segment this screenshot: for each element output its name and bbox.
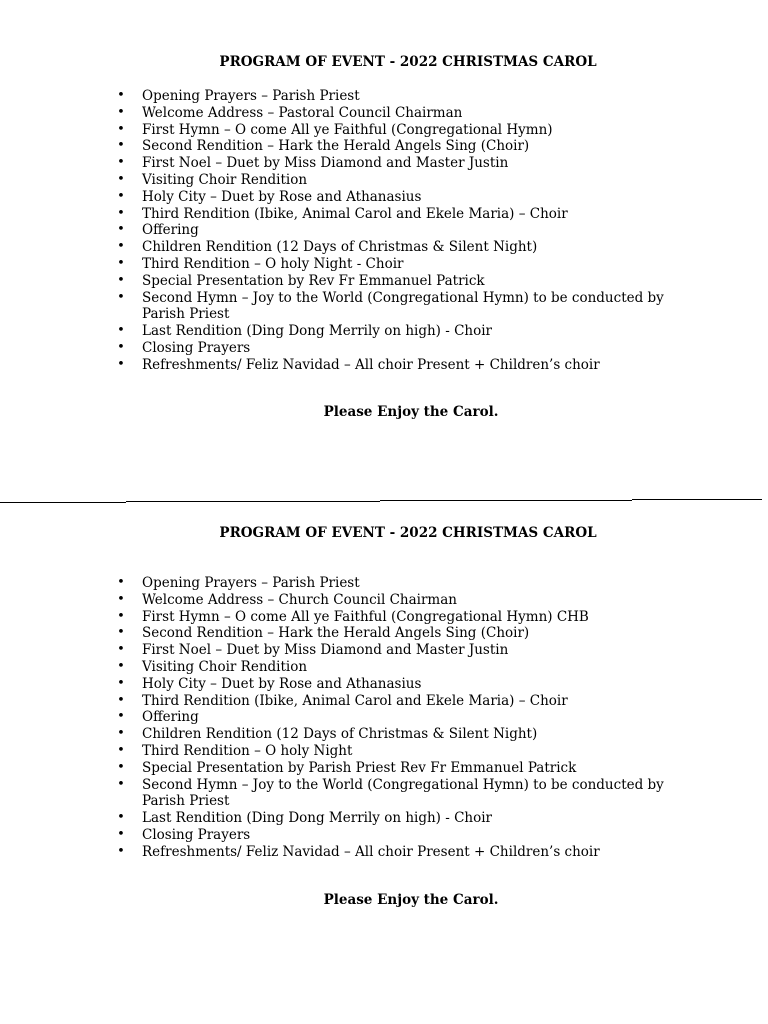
program-item-text: Closing Prayers <box>142 826 251 843</box>
bullet-icon: • <box>117 726 125 742</box>
program-item-text: Special Presentation by Rev Fr Emmanuel Patrick <box>142 272 485 289</box>
program-item-text: Visiting Choir Rendition <box>142 658 308 675</box>
page-divider-segment <box>126 501 380 502</box>
bullet-icon: • <box>117 675 125 691</box>
program-list-2 <box>116 575 676 861</box>
program-title-2-text: PROGRAM OF EVENT - 2022 CHRISTMAS CAROL <box>219 525 597 541</box>
bullet-icon: • <box>117 138 125 154</box>
program-item-text: Second Rendition – Hark the Herald Angels Sing (Choir) <box>142 138 530 155</box>
bullet-icon: • <box>117 188 125 204</box>
program-title-1 <box>0 54 768 70</box>
bullet-icon: • <box>117 104 125 120</box>
program-item <box>116 827 676 844</box>
bullet-icon: • <box>117 709 125 725</box>
program-item <box>116 189 676 206</box>
bullet-icon: • <box>117 625 125 641</box>
program-list-1 <box>116 88 676 374</box>
program-title-1-text: PROGRAM OF EVENT - 2022 CHRISTMAS CAROL <box>219 54 597 70</box>
bullet-icon: • <box>117 222 125 238</box>
program-item <box>116 323 676 340</box>
program-item-text: First Noel – Duet by Miss Diamond and Master Justin <box>142 642 509 659</box>
program-item-text: Third Rendition (Ibike, Animal Carol and Ekele Maria) – Choir <box>142 205 568 222</box>
program-item-text: Refreshments/ Feliz Navidad – All choir Present + Children’s choir <box>142 356 600 373</box>
program-item <box>116 357 676 374</box>
page-divider-segment <box>632 499 762 500</box>
program-item-text: Offering <box>142 222 199 239</box>
program-item-text: Last Rendition (Ding Dong Merrily on high) - Choir <box>142 323 493 340</box>
program-title-2 <box>0 525 768 541</box>
program-item <box>116 760 676 777</box>
program-item <box>116 138 676 155</box>
program-item-text: Last Rendition (Ding Dong Merrily on high) - Choir <box>142 810 493 827</box>
bullet-icon: • <box>117 356 125 372</box>
program-item <box>116 625 676 642</box>
program-item-text: Welcome Address – Church Council Chairman <box>142 591 457 608</box>
program-item-text: Refreshments/ Feliz Navidad – All choir Present + Children’s choir <box>142 843 600 860</box>
bullet-icon: • <box>117 272 125 288</box>
program-item <box>116 693 676 710</box>
bullet-icon: • <box>117 323 125 339</box>
program-item <box>116 659 676 676</box>
program-item <box>116 88 676 105</box>
program-item-text: Closing Prayers <box>142 339 251 356</box>
program-item <box>116 172 676 189</box>
program-section-2 <box>0 525 768 908</box>
program-item <box>116 155 676 172</box>
bullet-icon: • <box>117 742 125 758</box>
program-item-text: Third Rendition – O holy Night - Choir <box>142 255 404 272</box>
program-item-text: Welcome Address – Pastoral Council Chairman <box>142 104 463 121</box>
program-item <box>116 222 676 239</box>
closing-note-2: Please Enjoy the Carol. <box>323 891 499 908</box>
program-item <box>116 709 676 726</box>
bullet-icon: • <box>117 121 125 137</box>
program-item-text: Visiting Choir Rendition <box>142 171 308 188</box>
bullet-icon: • <box>117 826 125 842</box>
bullet-icon: • <box>117 339 125 355</box>
program-item <box>116 122 676 139</box>
program-item-text: Third Rendition – O holy Night <box>142 742 353 759</box>
bullet-icon: • <box>117 171 125 187</box>
program-item <box>116 206 676 223</box>
bullet-icon: • <box>117 843 125 859</box>
program-item <box>116 726 676 743</box>
program-item <box>116 239 676 256</box>
program-item-text: Second Rendition – Hark the Herald Angels Sing (Choir) <box>142 625 530 642</box>
program-item <box>116 676 676 693</box>
program-item <box>116 273 676 290</box>
program-item-text: Opening Prayers – Parish Priest <box>142 88 360 104</box>
closing-note-1: Please Enjoy the Carol. <box>323 403 499 420</box>
bullet-icon: • <box>117 759 125 775</box>
program-item <box>116 592 676 609</box>
program-item-text: First Noel – Duet by Miss Diamond and Master Justin <box>142 155 509 172</box>
page-divider-segment <box>380 500 632 501</box>
program-item-text: Holy City – Duet by Rose and Athanasius <box>142 188 422 205</box>
bullet-icon: • <box>117 289 125 305</box>
program-item <box>116 340 676 357</box>
program-item <box>116 575 676 592</box>
program-item-text: Second Hymn – Joy to the World (Congregational Hymn) to be conducted by Parish Priest <box>142 289 664 323</box>
bullet-icon: • <box>117 608 125 624</box>
bullet-icon: • <box>117 692 125 708</box>
program-item-text: Special Presentation by Parish Priest Rev Fr Emmanuel Patrick <box>142 759 577 776</box>
bullet-icon: • <box>117 88 125 103</box>
bullet-icon: • <box>117 155 125 171</box>
program-item <box>116 810 676 827</box>
bullet-icon: • <box>117 810 125 826</box>
bullet-icon: • <box>117 239 125 255</box>
program-item-text: Children Rendition (12 Days of Christmas & Silent Night) <box>142 239 538 256</box>
bullet-icon: • <box>117 575 125 590</box>
bullet-icon: • <box>117 776 125 792</box>
program-item <box>116 105 676 122</box>
bullet-icon: • <box>117 642 125 658</box>
program-item-text: Offering <box>142 709 199 726</box>
program-item-text: Opening Prayers – Parish Priest <box>142 575 360 591</box>
program-section-1 <box>0 54 768 420</box>
bullet-icon: • <box>117 591 125 607</box>
program-item <box>116 777 676 811</box>
program-item-text: Third Rendition (Ibike, Animal Carol and Ekele Maria) – Choir <box>142 692 568 709</box>
bullet-icon: • <box>117 205 125 221</box>
program-item-text: Holy City – Duet by Rose and Athanasius <box>142 675 422 692</box>
program-item-text: Second Hymn – Joy to the World (Congregational Hymn) to be conducted by Parish Priest <box>142 776 664 810</box>
page-divider-segment <box>0 502 126 503</box>
program-item <box>116 609 676 626</box>
program-item <box>116 642 676 659</box>
program-item <box>116 256 676 273</box>
program-item <box>116 743 676 760</box>
bullet-icon: • <box>117 658 125 674</box>
program-item <box>116 844 676 861</box>
program-item-text: First Hymn – O come All ye Faithful (Congregational Hymn) CHB <box>142 608 589 625</box>
bullet-icon: • <box>117 255 125 271</box>
program-item-text: Children Rendition (12 Days of Christmas & Silent Night) <box>142 726 538 743</box>
program-item-text: First Hymn – O come All ye Faithful (Congregational Hymn) <box>142 121 553 138</box>
program-item <box>116 290 676 324</box>
